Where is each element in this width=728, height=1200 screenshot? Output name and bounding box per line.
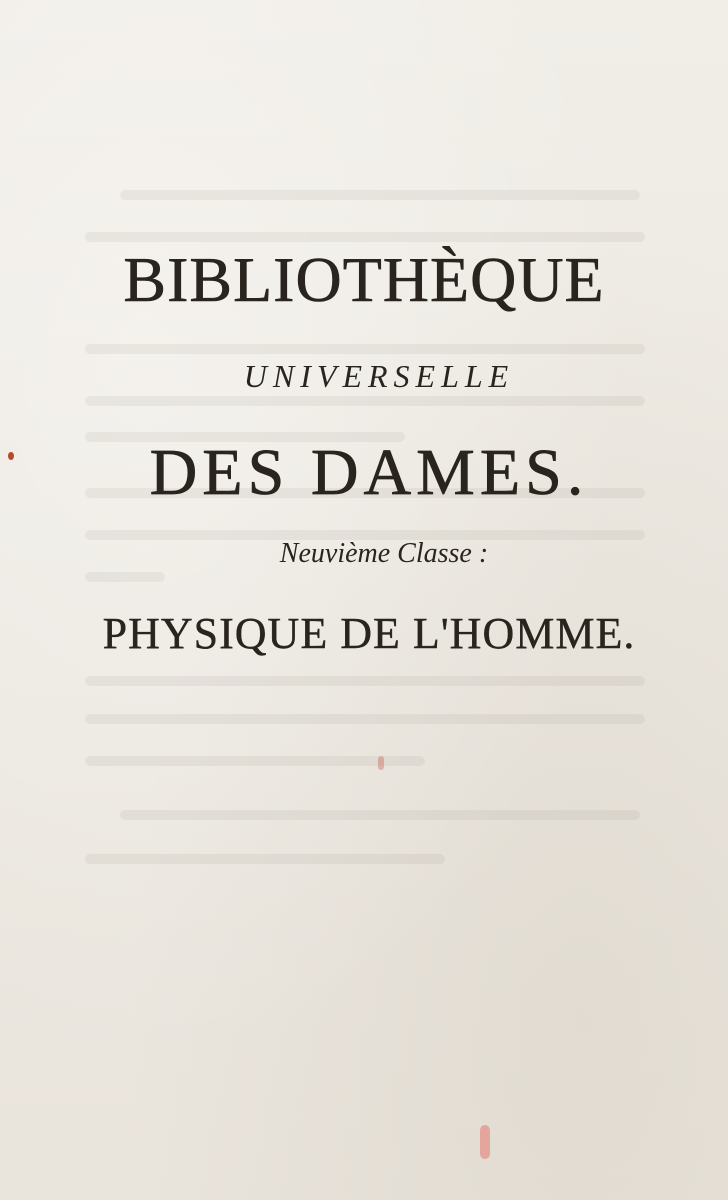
red-mark (378, 756, 384, 770)
show-through-line (120, 810, 640, 820)
show-through-line (85, 344, 645, 354)
title-des-dames: DES DAMES. (149, 436, 589, 509)
show-through-line (85, 572, 165, 582)
show-through-line (85, 714, 645, 724)
show-through-line (85, 232, 645, 242)
class-heading: Neuvième Classe : (279, 538, 489, 569)
subject-heading: PHYSIQUE DE L'HOMME. (102, 609, 636, 658)
red-mark (480, 1125, 490, 1159)
show-through-line (85, 756, 425, 766)
title-bibliotheque: BIBLIOTHÈQUE (123, 244, 605, 315)
show-through-line (85, 396, 645, 406)
show-through-line (85, 854, 445, 864)
show-through-line (120, 190, 640, 200)
title-universelle: UNIVERSELLE (243, 358, 515, 394)
show-through-line (85, 676, 645, 686)
